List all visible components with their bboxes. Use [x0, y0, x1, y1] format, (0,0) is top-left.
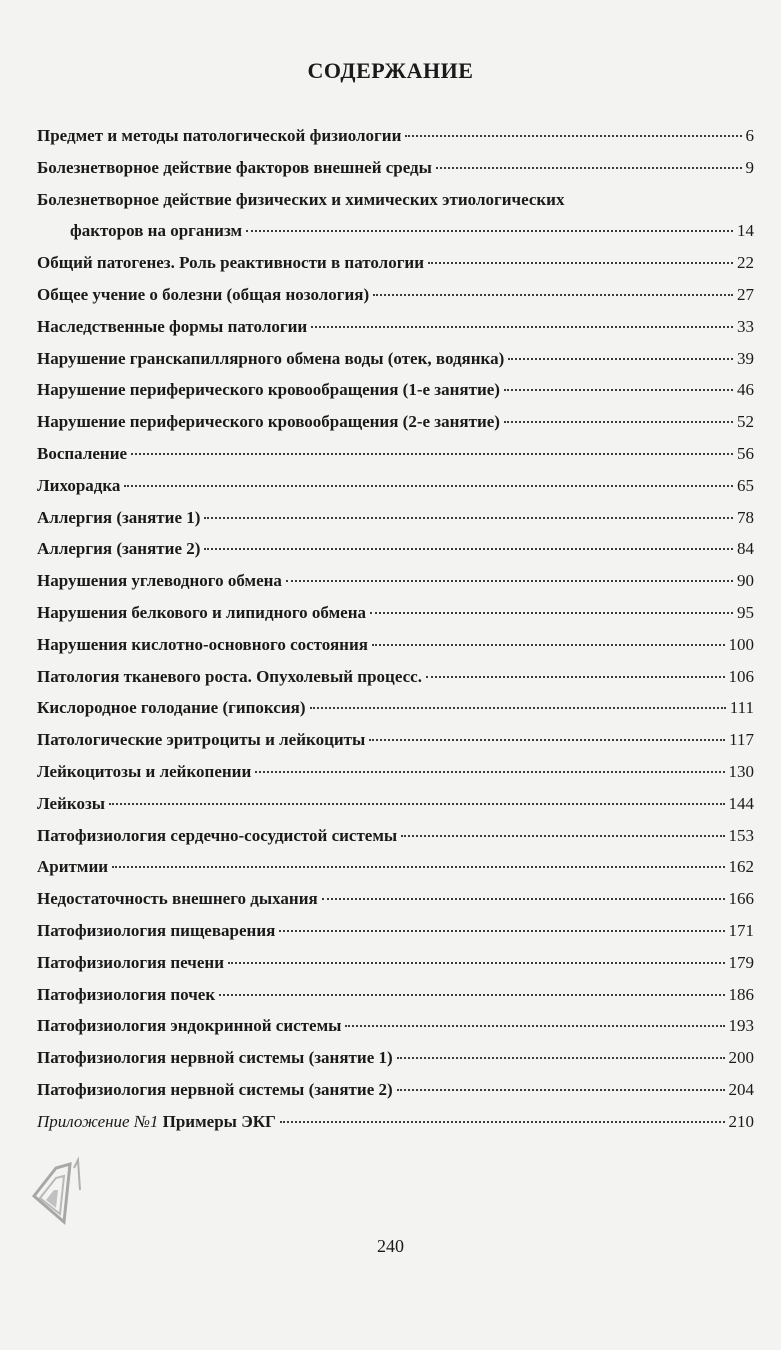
toc-entry-label	[37, 1112, 276, 1132]
toc-entry-label: Патофизиология почек	[37, 984, 216, 1004]
toc-entry	[37, 412, 754, 444]
toc-leader-dots	[428, 262, 733, 264]
toc-entry-page: 14	[737, 221, 754, 241]
toc-entry-page: 27	[737, 284, 754, 304]
toc-entry-label: Нарушение периферического кровообращения (2-е занятие)	[37, 412, 500, 432]
toc-entry-page: 111	[729, 698, 754, 718]
table-of-contents	[37, 126, 754, 1144]
toc-entry-label: Патофизиология пищеварения	[37, 920, 276, 940]
toc-entry	[37, 1016, 754, 1048]
toc-leader-dots	[508, 358, 733, 360]
toc-entry-label: Патофизиология сердечно-сосудистой системы	[37, 825, 398, 845]
toc-leader-dots	[345, 1025, 724, 1027]
toc-entry	[37, 826, 754, 858]
toc-entry	[37, 1080, 754, 1112]
toc-entry-label: факторов на организм	[70, 221, 243, 241]
toc-entry-label: Патофизиология эндокринной системы	[37, 1016, 342, 1036]
toc-entry	[37, 539, 754, 571]
toc-entry	[37, 221, 754, 253]
toc-entry-page: 162	[728, 857, 754, 877]
toc-entry-page: 200	[728, 1048, 754, 1068]
toc-entry	[37, 253, 754, 285]
toc-leader-dots	[426, 676, 725, 678]
toc-entry-label: Патологические эритроциты и лейкоциты	[37, 730, 366, 750]
toc-entry-label: Патофизиология нервной системы (занятие 1)	[37, 1048, 393, 1068]
toc-entry-page: 186	[728, 984, 754, 1004]
toc-entry	[37, 508, 754, 540]
toc-entry-page: 204	[728, 1079, 754, 1099]
toc-entry-label: Патофизиология нервной системы (занятие 2)	[37, 1079, 393, 1099]
toc-leader-dots	[204, 517, 733, 519]
toc-entry-page: 65	[737, 475, 754, 495]
toc-leader-dots	[373, 294, 733, 296]
appendix-label: Примеры ЭКГ	[162, 1111, 276, 1131]
toc-leader-dots	[112, 866, 724, 868]
toc-entry-label: Общее учение о болезни (общая нозология)	[37, 284, 370, 304]
toc-entry-label: Нарушения углеводного обмена	[37, 571, 282, 591]
toc-leader-dots	[311, 326, 733, 328]
toc-entry-page: 106	[728, 666, 754, 686]
toc-entry-label: Недостаточность внешнего дыхания	[37, 889, 318, 909]
toc-entry	[37, 953, 754, 985]
appendix-prefix: Приложение №1	[37, 1111, 159, 1131]
toc-entry-page: 153	[728, 825, 754, 845]
toc-entry	[37, 571, 754, 603]
toc-leader-dots	[310, 707, 726, 709]
toc-leader-dots	[255, 771, 724, 773]
toc-entry	[37, 190, 754, 222]
toc-entry-page: 100	[728, 634, 754, 654]
toc-entry	[37, 762, 754, 794]
toc-leader-dots	[280, 1121, 725, 1123]
toc-entry-page: 84	[737, 539, 754, 559]
toc-leader-dots	[504, 421, 733, 423]
toc-entry-label: Нарушения белкового и липидного обмена	[37, 602, 366, 622]
toc-entry-label: Патология тканевого роста. Опухолевый процесс.	[37, 666, 422, 686]
toc-leader-dots	[397, 1089, 725, 1091]
toc-entry	[37, 730, 754, 762]
toc-entry-page: 9	[745, 157, 754, 177]
toc-entry-label: Аллергия (занятие 2)	[37, 539, 201, 559]
toc-entry-label: Лейкоцитозы и лейкопении	[37, 761, 252, 781]
toc-entry	[37, 698, 754, 730]
toc-leader-dots	[372, 644, 725, 646]
toc-entry	[37, 794, 754, 826]
toc-entry	[37, 476, 754, 508]
toc-entry-label: Предмет и методы патологической физиологии	[37, 126, 402, 145]
toc-entry-label: Аритмии	[37, 857, 109, 877]
toc-leader-dots	[322, 898, 725, 900]
toc-leader-dots	[131, 453, 733, 455]
toc-entry-page: 144	[728, 793, 754, 813]
toc-entry	[37, 857, 754, 889]
toc-entry-page: 166	[728, 889, 754, 909]
toc-leader-dots	[286, 580, 733, 582]
page-title: СОДЕРЖАНИЕ	[307, 58, 474, 83]
toc-entry	[37, 158, 754, 190]
toc-leader-dots	[504, 389, 733, 391]
toc-entry-label: Общий патогенез. Роль реактивности в патологии	[37, 253, 425, 273]
toc-leader-dots	[279, 930, 724, 932]
toc-entry	[37, 985, 754, 1017]
toc-entry-page: 46	[737, 380, 754, 400]
toc-leader-dots	[436, 167, 742, 169]
toc-leader-dots	[124, 485, 733, 487]
page-number: 240	[377, 1236, 404, 1256]
toc-entry-page: 193	[728, 1016, 754, 1036]
toc-entry-page: 52	[737, 412, 754, 432]
toc-entry-label: Болезнетворное действие факторов внешней среды	[37, 157, 432, 177]
toc-leader-dots	[246, 230, 733, 232]
toc-entry-page: 6	[745, 126, 754, 145]
toc-entry-page: 39	[737, 348, 754, 368]
toc-entry-label: Болезнетворное действие физических и химических этиологических	[37, 189, 565, 209]
toc-leader-dots	[405, 135, 741, 137]
toc-entry	[37, 1048, 754, 1080]
toc-entry	[37, 667, 754, 699]
toc-entry-label: Нарушение периферического кровообращения (1-е занятие)	[37, 380, 500, 400]
toc-leader-dots	[228, 962, 724, 964]
toc-leader-dots	[109, 803, 724, 805]
toc-entry	[37, 444, 754, 476]
toc-entry-label: Кислородное голодание (гипоксия)	[37, 698, 306, 718]
toc-entry	[37, 921, 754, 953]
toc-entry	[37, 349, 754, 381]
toc-entry	[37, 285, 754, 317]
toc-entry-page: 78	[737, 507, 754, 527]
toc-leader-dots	[219, 994, 724, 996]
toc-entry-label: Воспаление	[37, 443, 128, 463]
toc-entry-page: 95	[737, 602, 754, 622]
toc-entry-page: 33	[737, 316, 754, 336]
toc-entry-page: 56	[737, 443, 754, 463]
toc-entry-label: Лейкозы	[37, 793, 106, 813]
toc-entry-page: 90	[737, 571, 754, 591]
toc-entry-appendix	[37, 1112, 754, 1144]
toc-entry-page: 179	[728, 952, 754, 972]
toc-entry-page: 130	[728, 761, 754, 781]
library-stamp-icon	[26, 1150, 90, 1230]
toc-entry	[37, 126, 754, 158]
toc-entry-label: Патофизиология печени	[37, 952, 225, 972]
toc-leader-dots	[204, 548, 733, 550]
toc-entry-page: 22	[737, 253, 754, 273]
toc-entry-label: Нарушение гранскапиллярного обмена воды (отек, водянка)	[37, 348, 505, 368]
toc-leader-dots	[369, 739, 725, 741]
toc-entry	[37, 635, 754, 667]
toc-entry-page: 210	[728, 1111, 754, 1131]
toc-entry-page: 171	[728, 920, 754, 940]
toc-entry-label: Наследственные формы патологии	[37, 316, 308, 336]
toc-leader-dots	[370, 612, 733, 614]
toc-entry-label: Аллергия (занятие 1)	[37, 507, 201, 527]
toc-leader-dots	[401, 835, 724, 837]
toc-entry	[37, 380, 754, 412]
toc-entry	[37, 603, 754, 635]
toc-entry-page: 117	[729, 730, 754, 750]
toc-entry	[37, 889, 754, 921]
toc-entry-label: Нарушения кислотно-основного состояния	[37, 634, 368, 654]
toc-entry-label: Лихорадка	[37, 475, 121, 495]
toc-leader-dots	[397, 1057, 725, 1059]
toc-entry	[37, 317, 754, 349]
